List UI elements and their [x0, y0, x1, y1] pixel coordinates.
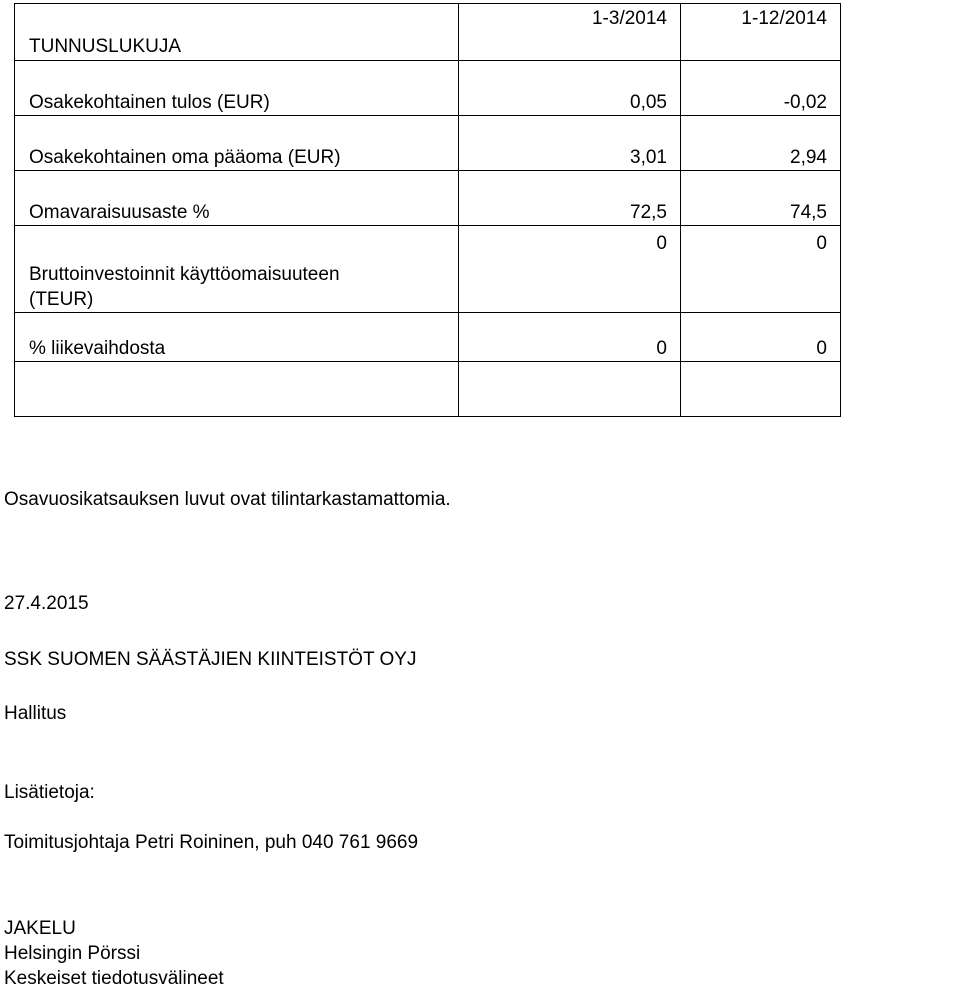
distribution-item: Helsingin Pörssi [4, 943, 141, 964]
board-signature: Hallitus [4, 703, 67, 724]
table-header-row [15, 4, 841, 61]
empty-cell [681, 362, 841, 417]
table-row [15, 226, 841, 313]
table-empty-row [15, 362, 841, 417]
column-header-q1: 1-3/2014 [459, 4, 681, 61]
info-heading: Lisätietoja: [4, 782, 95, 803]
row-value-year: 74,5 [681, 171, 841, 226]
row-label-line2: (TEUR) [29, 289, 94, 310]
contact-line: Toimitusjohtaja Petri Roininen, puh 040 761 9669 [4, 832, 419, 853]
row-value-year: 0 [681, 313, 841, 362]
table-row [15, 61, 841, 116]
row-label: % liikevaihdosta [15, 313, 459, 362]
row-value-year: 2,94 [681, 116, 841, 171]
table-title: TUNNUSLUKUJA [15, 4, 459, 61]
row-value-year: -0,02 [681, 61, 841, 116]
row-label [15, 226, 459, 313]
row-label-line1: Bruttoinvestoinnit käyttöomaisuuteen [29, 264, 340, 285]
row-value-year: 0 [681, 226, 841, 313]
row-value-q1: 72,5 [459, 171, 681, 226]
row-label: Omavaraisuusaste % [15, 171, 459, 226]
table-row [15, 116, 841, 171]
row-value-q1: 0 [459, 313, 681, 362]
release-date: 27.4.2015 [4, 593, 89, 614]
row-label: Osakekohtainen oma pääoma (EUR) [15, 116, 459, 171]
row-label: Osakekohtainen tulos (EUR) [15, 61, 459, 116]
distribution-item: Keskeiset tiedotusvälineet [4, 968, 224, 989]
table-row [15, 171, 841, 226]
table-row [15, 313, 841, 362]
empty-cell [459, 362, 681, 417]
distribution-heading: JAKELU [4, 918, 76, 939]
key-figures-table [14, 3, 841, 417]
company-name: SSK SUOMEN SÄÄSTÄJIEN KIINTEISTÖT OYJ [4, 649, 417, 670]
column-header-year: 1-12/2014 [681, 4, 841, 61]
unaudited-note: Osavuosikatsauksen luvut ovat tilintarkastamattomia. [4, 489, 451, 510]
empty-cell [15, 362, 459, 417]
row-value-q1: 0 [459, 226, 681, 313]
row-value-q1: 0,05 [459, 61, 681, 116]
row-value-q1: 3,01 [459, 116, 681, 171]
